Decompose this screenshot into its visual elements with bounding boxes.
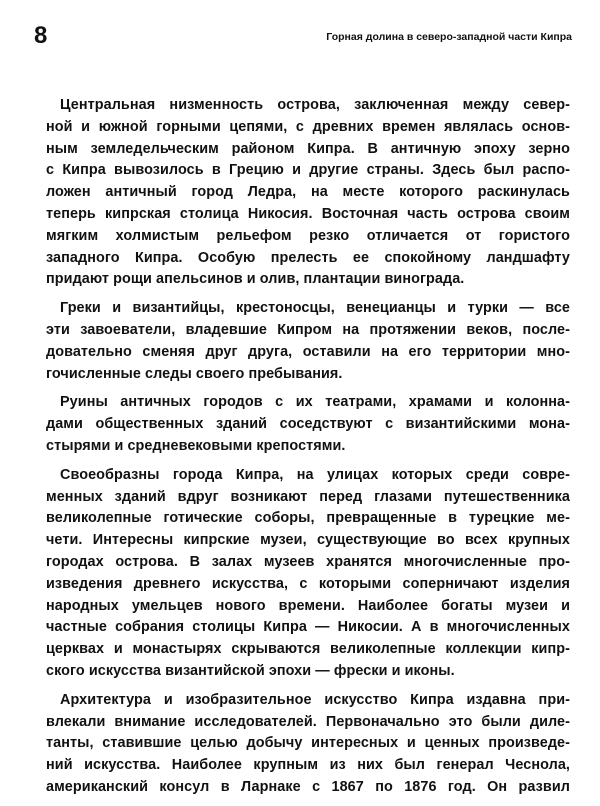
text-line: изведения древнего искусства, с которыми соперничают изделия [46, 575, 570, 592]
text-line: менных зданий вдруг возникают перед глазами путешественника [46, 488, 570, 505]
text-line: Центральная низменность острова, заключенная между север- [60, 97, 570, 113]
text-line: стырями и средневековыми крепостями. [46, 437, 346, 454]
paragraph-5 [46, 690, 570, 799]
text-line: Своеобразны города Кипра, на улицах которых среди совре- [60, 466, 570, 483]
text-line: великолепные готические соборы, превращенные в турецкие ме- [46, 510, 570, 527]
text-line: гочисленные следы своего пребывания. [46, 365, 343, 382]
text-line: танты, ставившие целью добычу интересных и ценных произведе- [46, 735, 570, 752]
text-line: влекали внимание исследователей. Первоначально это были диле- [46, 713, 570, 730]
text-line: Греки и византийцы, крестоносцы, венецианцы и турки — все [60, 300, 570, 317]
text-line: мягким холмистым рельефом резко отличается от гористого [46, 227, 570, 244]
text-line: ным земледельческим районом Кипра. В античную эпоху зерно [46, 140, 570, 157]
text-line: ложен античный город Ледра, на месте которого раскинулась [46, 184, 570, 201]
text-line: придают рощи апельсинов и олив, плантации винограда. [46, 271, 465, 288]
text-line: частные собрания столицы Кипра — Никосии. А в многочисленных [46, 619, 570, 636]
text-line: Архитектура и изобразительное искусство Кипра издавна при- [60, 691, 570, 708]
text-line: американский консул в Ларнаке с 1867 по 1876 год. Он развил [46, 778, 570, 795]
running-head: Горная долина в северо-западной части Кипра [326, 31, 572, 43]
paragraph-3 [46, 392, 570, 457]
body-text [46, 95, 570, 806]
paragraph-1 [46, 95, 570, 291]
text-line: ной и южной горными цепями, с древних времен являлась основ- [46, 118, 570, 135]
text-line: довательно сменяя друг друга, оставили на его территории мно- [46, 343, 570, 360]
text-line: эти завоеватели, владевшие Кипром на протяжении веков, после- [46, 321, 570, 338]
text-line: чети. Интересны кипрские музеи, существующие во всех крупных [46, 532, 570, 549]
text-line: с Кипра вывозилось в Грецию и другие страны. Здесь был распо- [46, 162, 570, 179]
paragraph-4 [46, 465, 570, 683]
text-line: церквах и монастырях скрываются великолепные коллекции кипр- [46, 641, 570, 658]
text-line: ний искусства. Наиболее крупным из них был генерал Чеснола, [46, 757, 570, 774]
paragraph-2 [46, 298, 570, 385]
text-line: Руины античных городов с их театрами, храмами и колонна- [60, 394, 570, 411]
page-header [34, 22, 572, 52]
text-line: народных умельцев нового времени. Наиболее богаты музеи и [46, 597, 570, 614]
page-number: 8 [34, 22, 48, 49]
text-line: дами общественных зданий соседствуют с византийскими мона- [46, 416, 570, 433]
text-line: ского искусства византийской эпохи — фрески и иконы. [46, 662, 455, 679]
text-line: городах острова. В залах музеев хранятся многочисленные про- [46, 553, 570, 570]
text-line: теперь кипрская столица Никосия. Восточная часть острова своим [46, 205, 570, 222]
text-line: западного Кипра. Особую прелесть ее спокойному ландшафту [46, 249, 570, 266]
